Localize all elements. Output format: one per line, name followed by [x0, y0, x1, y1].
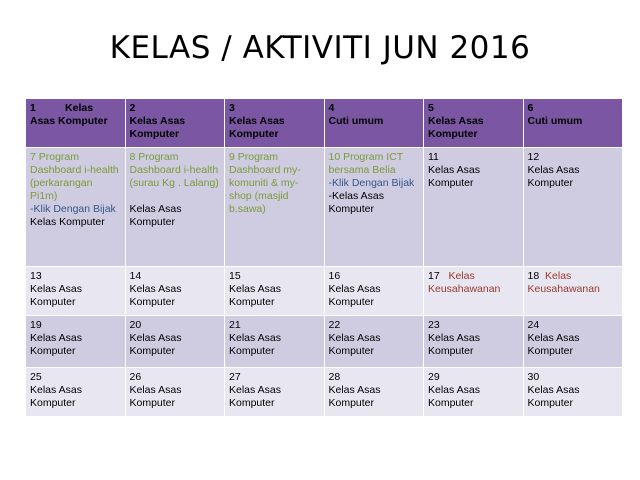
calendar-cell-25: [26, 368, 126, 417]
program-text: 8 Program Dashboard i-health (surau Kg . Lalang): [129, 151, 219, 189]
cell-text: Komputer: [30, 345, 76, 357]
special-class-text: Kelas Keusahawanan: [527, 270, 600, 295]
cell-text: Kelas Asas: [129, 283, 182, 295]
calendar-cell-11: [424, 148, 524, 267]
calendar-cell-16: [324, 267, 424, 316]
cell-text: Kelas Asas: [30, 332, 82, 344]
week-row-2: [26, 148, 623, 267]
cell-text: Kelas Komputer: [30, 216, 105, 228]
day-number: 28: [328, 371, 341, 383]
special-class-text: Kelas Keusahawanan: [428, 270, 501, 295]
table-header-row: [26, 99, 623, 148]
cell-text: Kelas Asas: [527, 332, 580, 344]
week-row-4: [26, 316, 623, 368]
cell-text: Komputer: [129, 345, 176, 357]
day-number: 12: [527, 151, 540, 163]
cell-text: Komputer: [527, 397, 574, 409]
day-number: 21: [229, 319, 241, 331]
calendar-cell-27: [225, 368, 325, 417]
cell-text: Kelas Asas: [30, 384, 82, 396]
calendar-cell-1: [26, 99, 126, 148]
day-number: 23: [428, 319, 440, 331]
calendar-cell-20: [125, 316, 225, 368]
cell-text: Kelas Asas: [30, 283, 82, 295]
day-number: 5: [428, 102, 434, 114]
calendar-cell-30: [523, 368, 623, 417]
day-number: 1: [30, 102, 36, 114]
calendar-cell-5: [424, 99, 524, 148]
cell-text: Komputer: [129, 296, 176, 308]
day-number: 17: [428, 270, 440, 282]
day-number: 26: [129, 371, 142, 383]
cell-text: Kelas Asas: [129, 115, 186, 127]
cell-text: Komputer: [229, 128, 279, 140]
cell-text: Komputer: [428, 397, 474, 409]
day-number: 13: [30, 270, 42, 282]
cell-text: Kelas Asas: [129, 203, 182, 215]
calendar-table: [25, 98, 623, 417]
cell-text: Komputer: [30, 397, 76, 409]
cell-text: Kelas Asas: [328, 332, 381, 344]
day-number: 6: [527, 102, 534, 114]
cell-text: Komputer: [229, 397, 275, 409]
day-number: 20: [129, 319, 142, 331]
cell-text: Kelas Asas: [428, 164, 480, 176]
calendar-cell-23: [424, 316, 524, 368]
calendar-cell-2: [125, 99, 225, 148]
page-title: KELAS / AKTIVITI JUN 2016: [109, 30, 531, 66]
day-number: 30: [527, 371, 540, 383]
calendar-cell-7: [26, 148, 126, 267]
calendar-cell-29: [424, 368, 524, 417]
cell-text: Komputer: [527, 345, 574, 357]
calendar-cell-13: [26, 267, 126, 316]
cell-text: Kelas Asas: [328, 283, 381, 295]
week-row-5: [26, 368, 623, 417]
cell-text: Komputer: [30, 296, 76, 308]
cell-text: Komputer: [428, 128, 478, 140]
day-number: 4: [328, 102, 335, 114]
day-number: 11: [428, 151, 439, 163]
cell-text: Kelas Asas: [229, 115, 285, 127]
cell-text: Kelas Asas: [129, 332, 182, 344]
calendar-cell-9: [225, 148, 325, 267]
day-number: 15: [229, 270, 241, 282]
cell-text: Komputer: [428, 177, 474, 189]
cell-text: Cuti umum: [328, 115, 384, 127]
cell-text: Komputer: [229, 345, 275, 357]
cell-text: Komputer: [527, 177, 574, 189]
day-number: 14: [129, 270, 142, 282]
day-number: 16: [328, 270, 341, 282]
cell-text: Kelas Asas: [428, 332, 480, 344]
day-number: 3: [229, 102, 235, 114]
program-text: 9 Program Dashboard my-komuniti & my-shop (masjid b.sawa): [229, 151, 301, 215]
calendar-cell-4: [324, 99, 424, 148]
calendar-cell-18: [523, 267, 623, 316]
cell-text: Kelas Asas: [129, 384, 182, 396]
calendar-cell-3: [225, 99, 325, 148]
calendar-cell-15: [225, 267, 325, 316]
cell-text: Komputer: [328, 397, 375, 409]
calendar-cell-26: [125, 368, 225, 417]
cell-text: Kelas Asas: [229, 384, 281, 396]
calendar-cell-12: [523, 148, 623, 267]
calendar-cell-28: [324, 368, 424, 417]
cell-text: Komputer: [129, 216, 176, 228]
day-number: 27: [229, 371, 241, 383]
cell-text: Kelas: [65, 102, 94, 114]
cell-text: Kelas Asas: [328, 384, 381, 396]
cell-text: Komputer: [129, 128, 180, 140]
cell-text: Komputer: [328, 296, 375, 308]
cell-text: Komputer: [129, 397, 176, 409]
cell-text: Kelas Asas: [229, 283, 281, 295]
cell-text: Kelas Asas: [229, 332, 281, 344]
cell-text: Komputer: [328, 345, 375, 357]
klik-text: -Klik Dengan Bijak: [30, 203, 116, 215]
cell-text: Kelas Asas: [428, 115, 484, 127]
day-number: 18: [527, 270, 540, 282]
day-number: 22: [328, 319, 341, 331]
calendar-cell-17: [424, 267, 524, 316]
day-number: 24: [527, 319, 540, 331]
klik-text: -Klik Dengan Bijak: [328, 177, 415, 189]
calendar-cell-6: [523, 99, 623, 148]
program-text: 10 Program ICT bersama Belia: [328, 151, 403, 176]
calendar-cell-8: [125, 148, 225, 267]
cell-text: -Kelas Asas Komputer: [328, 190, 384, 215]
day-number: 29: [428, 371, 440, 383]
program-text: 7 Program Dashboard i-health (perkarangan Pi1m): [30, 151, 119, 202]
day-number: 25: [30, 371, 42, 383]
cell-text: Komputer: [428, 345, 474, 357]
cell-text: Kelas Asas: [527, 164, 580, 176]
cell-text: Asas Komputer: [30, 115, 108, 127]
calendar-cell-14: [125, 267, 225, 316]
calendar-cell-22: [324, 316, 424, 368]
day-number: 2: [129, 102, 136, 114]
calendar-cell-21: [225, 316, 325, 368]
cell-text: Kelas Asas: [428, 384, 480, 396]
cell-text: Komputer: [229, 296, 275, 308]
cell-text: Kelas Asas: [527, 384, 580, 396]
week-row-3: [26, 267, 623, 316]
day-number: 19: [30, 319, 42, 331]
calendar-cell-10: [324, 148, 424, 267]
calendar-cell-24: [523, 316, 623, 368]
calendar-cell-19: [26, 316, 126, 368]
cell-text: Cuti umum: [527, 115, 583, 127]
